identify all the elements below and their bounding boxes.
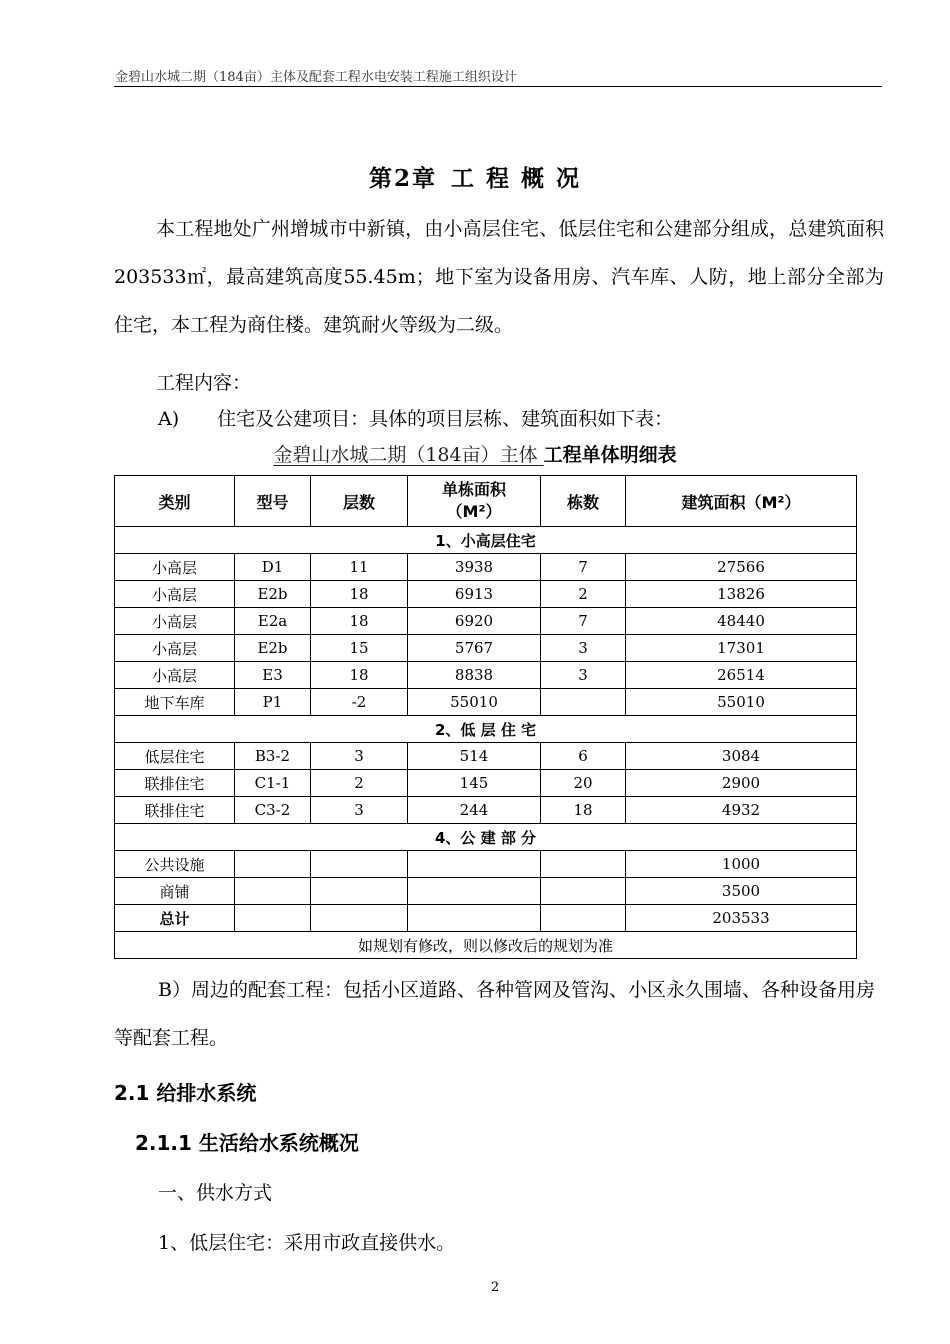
table-cell: 3 — [311, 797, 408, 824]
note-row — [115, 932, 857, 959]
header-cell: 单栋面积（M²） — [408, 476, 541, 527]
table-cell: 地下车库 — [115, 689, 235, 716]
table-cell: 6920 — [408, 608, 541, 635]
table-cell: 商铺 — [115, 878, 235, 905]
table-cell: 3500 — [626, 878, 857, 905]
table-cell: 8838 — [408, 662, 541, 689]
table-cell — [408, 878, 541, 905]
table-cell: 514 — [408, 743, 541, 770]
table-cell: 20 — [541, 770, 626, 797]
table-cell: C3-2 — [235, 797, 311, 824]
table-cell: 小高层 — [115, 581, 235, 608]
table-cell: 6913 — [408, 581, 541, 608]
item-a-marker: A) — [158, 408, 180, 430]
table-cell: 3938 — [408, 554, 541, 581]
table-cell: 55010 — [408, 689, 541, 716]
table-cell: 7 — [541, 554, 626, 581]
table-row — [115, 878, 857, 905]
table-cell: 2 — [541, 581, 626, 608]
content-label: 工程内容： — [156, 372, 252, 394]
supply-item-1: 1、低层住宅：采用市政直接供水。 — [158, 1232, 456, 1254]
table-cell: 3 — [541, 662, 626, 689]
table-row — [115, 797, 857, 824]
table-cell: 27566 — [626, 554, 857, 581]
project-detail-table — [114, 475, 857, 959]
table-row — [115, 689, 857, 716]
table-cell: 55010 — [626, 689, 857, 716]
table-cell: 11 — [311, 554, 408, 581]
table-cell: 低层住宅 — [115, 743, 235, 770]
table-cell: 联排住宅 — [115, 770, 235, 797]
table-title — [0, 440, 950, 467]
table-cell: 48440 — [626, 608, 857, 635]
table-cell: 2 — [311, 770, 408, 797]
table-cell: E2b — [235, 635, 311, 662]
table-cell: 18 — [311, 608, 408, 635]
chapter-name: 工 程 概 况 — [450, 165, 582, 192]
total-row — [115, 905, 857, 932]
table-cell: E2a — [235, 608, 311, 635]
table-cell — [541, 878, 626, 905]
section-row — [115, 527, 857, 554]
item-a — [158, 404, 673, 431]
table-title-bold: 工程单体明细表 — [543, 444, 677, 466]
table-cell: 6 — [541, 743, 626, 770]
table-cell: E2b — [235, 581, 311, 608]
supply-heading: 一、供水方式 — [158, 1182, 273, 1204]
item-a-text: 住宅及公建项目：具体的项目层栋、建筑面积如下表： — [217, 408, 674, 430]
table-cell: 3 — [541, 635, 626, 662]
chapter-title — [0, 160, 950, 193]
table-cell: 小高层 — [115, 662, 235, 689]
table-note: 如规划有修改，则以修改后的规划为准 — [115, 932, 857, 959]
header-cell: 建筑面积（M²） — [626, 476, 857, 527]
table-cell: 18 — [311, 581, 408, 608]
table-cell: D1 — [235, 554, 311, 581]
table-cell: 145 — [408, 770, 541, 797]
table-cell — [541, 689, 626, 716]
section-label: 1、小高层住宅 — [115, 527, 857, 554]
header-cell: 类别 — [115, 476, 235, 527]
table-cell — [311, 878, 408, 905]
table-cell: -2 — [311, 689, 408, 716]
table-header-row — [115, 476, 857, 527]
table-cell: P1 — [235, 689, 311, 716]
header-rule — [114, 86, 882, 87]
table-cell — [311, 851, 408, 878]
table-cell: 18 — [541, 797, 626, 824]
table-row — [115, 581, 857, 608]
table-title-underlined: 金碧山水城二期（184亩）主体 — [273, 444, 544, 466]
header-cell: 型号 — [235, 476, 311, 527]
page-number: 2 — [490, 1280, 500, 1295]
table-row — [115, 608, 857, 635]
table-row — [115, 851, 857, 878]
table-cell — [541, 851, 626, 878]
table-cell — [235, 878, 311, 905]
section-row — [115, 716, 857, 743]
total-label: 总计 — [115, 905, 235, 932]
table-cell: 1000 — [626, 851, 857, 878]
table-cell: 3084 — [626, 743, 857, 770]
table-row — [115, 662, 857, 689]
table-cell: 2900 — [626, 770, 857, 797]
total-value: 203533 — [626, 905, 857, 932]
table-cell: 244 — [408, 797, 541, 824]
section-label: 4、公 建 部 分 — [115, 824, 857, 851]
section-heading-2-1-1: 2.1.1 生活给水系统概况 — [135, 1131, 359, 1155]
chapter-number: 第2章 — [368, 165, 437, 192]
intro-paragraph: 本工程地处广州增城市中新镇，由小高层住宅、低层住宅和公建部分组成，总建筑面积203533㎡，最高建筑高度55.45m；地下室为设备用房、汽车库、人防，地上部分全部为住宅，本工程为商住楼。建筑耐火等级为二级。 — [114, 218, 884, 336]
table-cell: 5767 — [408, 635, 541, 662]
header-cell: 层数 — [311, 476, 408, 527]
table-cell: 17301 — [626, 635, 857, 662]
table-cell: B3-2 — [235, 743, 311, 770]
item-b-paragraph: B）周边的配套工程：包括小区道路、各种管网及管沟、小区永久围墙、各种设备用房等配套工程。 — [114, 979, 875, 1049]
table-cell: 公共设施 — [115, 851, 235, 878]
table-row — [115, 554, 857, 581]
table-cell: E3 — [235, 662, 311, 689]
table-row — [115, 743, 857, 770]
running-header: 金碧山水城二期（184亩）主体及配套工程水电安装工程施工组织设计 — [115, 70, 517, 85]
section-heading-2-1: 2.1 给排水系统 — [114, 1081, 257, 1105]
table-row — [115, 635, 857, 662]
table-cell: 15 — [311, 635, 408, 662]
table-cell: 18 — [311, 662, 408, 689]
table-cell: 小高层 — [115, 554, 235, 581]
table-cell: 3 — [311, 743, 408, 770]
table-cell: 小高层 — [115, 608, 235, 635]
header-cell: 栋数 — [541, 476, 626, 527]
table-cell: 13826 — [626, 581, 857, 608]
section-row — [115, 824, 857, 851]
section-label: 2、低 层 住 宅 — [115, 716, 857, 743]
table-cell: 4932 — [626, 797, 857, 824]
table-row — [115, 770, 857, 797]
table-cell — [235, 851, 311, 878]
table-cell: 联排住宅 — [115, 797, 235, 824]
table-cell: 26514 — [626, 662, 857, 689]
table-cell: 小高层 — [115, 635, 235, 662]
table-cell: C1-1 — [235, 770, 311, 797]
table-cell: 7 — [541, 608, 626, 635]
table-cell — [408, 851, 541, 878]
